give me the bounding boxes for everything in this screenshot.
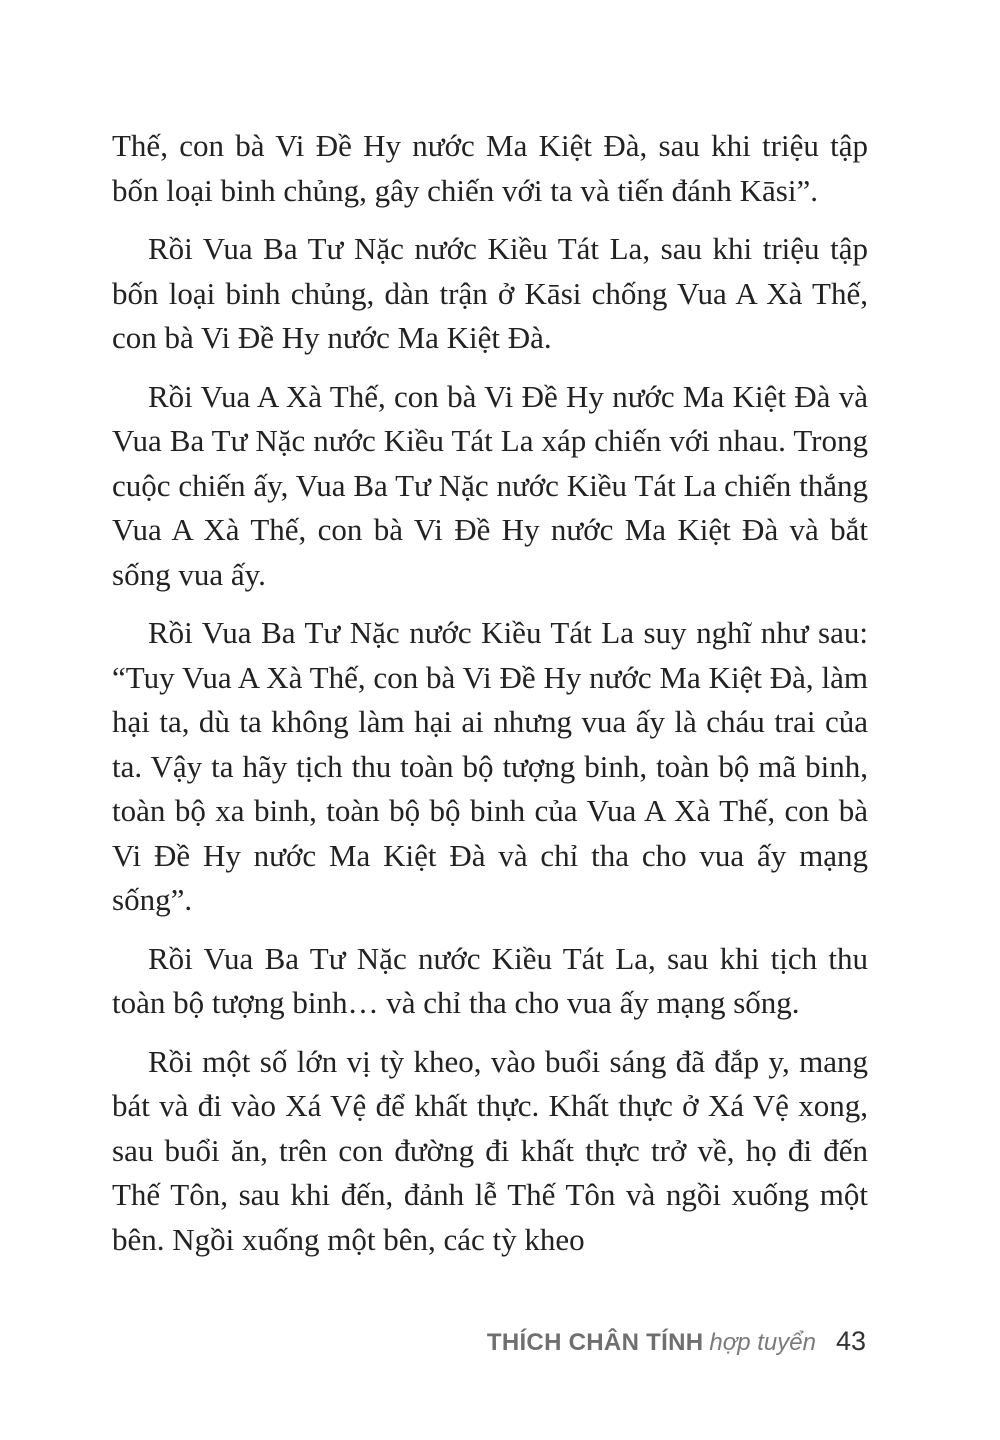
footer-subtitle: hợp tuyển: [709, 1329, 816, 1356]
body-text: [112, 124, 868, 1276]
page-number: 43: [835, 1326, 866, 1356]
paragraph-4: Rồi Vua Ba Tư Nặc nước Kiều Tát La suy nghĩ như sau: “Tuy Vua A Xà Thế, con bà Vi Đề Hy nước Ma Kiệt Đà, làm hại ta, dù ta không làm hại ai nhưng vua ấy là cháu trai của ta. Vậy ta hãy tịch thu toàn bộ tượng binh, toàn bộ mã binh, toàn bộ xa binh, toàn bộ bộ binh của Vua A Xà Thế, con bà Vi Đề Hy nước Ma Kiệt Đà và chỉ tha cho vua ấy mạng sống”.: [112, 615, 868, 917]
paragraph-1: Thế, con bà Vi Đề Hy nước Ma Kiệt Đà, sau khi triệu tập bốn loại binh chủng, gây chiến với ta và tiến đánh Kāsi”.: [112, 128, 868, 208]
paragraph-2: Rồi Vua Ba Tư Nặc nước Kiều Tát La, sau khi triệu tập bốn loại binh chủng, dàn trận ở Kāsi chống Vua A Xà Thế, con bà Vi Đề Hy nước Ma Kiệt Đà.: [112, 231, 868, 355]
footer-author: THÍCH CHÂN TÍNH: [486, 1329, 704, 1356]
page-footer: [380, 1326, 866, 1357]
paragraph-3: Rồi Vua A Xà Thế, con bà Vi Đề Hy nước Ma Kiệt Đà và Vua Ba Tư Nặc nước Kiều Tát La xáp chiến với nhau. Trong cuộc chiến ấy, Vua Ba Tư Nặc nước Kiều Tát La chiến thắng Vua A Xà Thế, con bà Vi Đề Hy nước Ma Kiệt Đà và bắt sống vua ấy.: [112, 378, 868, 592]
paragraph-6: Rồi một số lớn vị tỳ kheo, vào buổi sáng đã đắp y, mang bát và đi vào Xá Vệ để khất thực. Khất thực ở Xá Vệ xong, sau buổi ăn, trên con đường đi khất thực trở về, họ đi đến Thế Tôn, sau khi đến, đảnh lễ Thế Tôn và ngồi xuống một bên. Ngồi xuống một bên, các tỳ kheo: [112, 1043, 868, 1257]
paragraph-5: Rồi Vua Ba Tư Nặc nước Kiều Tát La, sau khi tịch thu toàn bộ tượng binh… và chỉ tha cho vua ấy mạng sống.: [112, 940, 868, 1020]
